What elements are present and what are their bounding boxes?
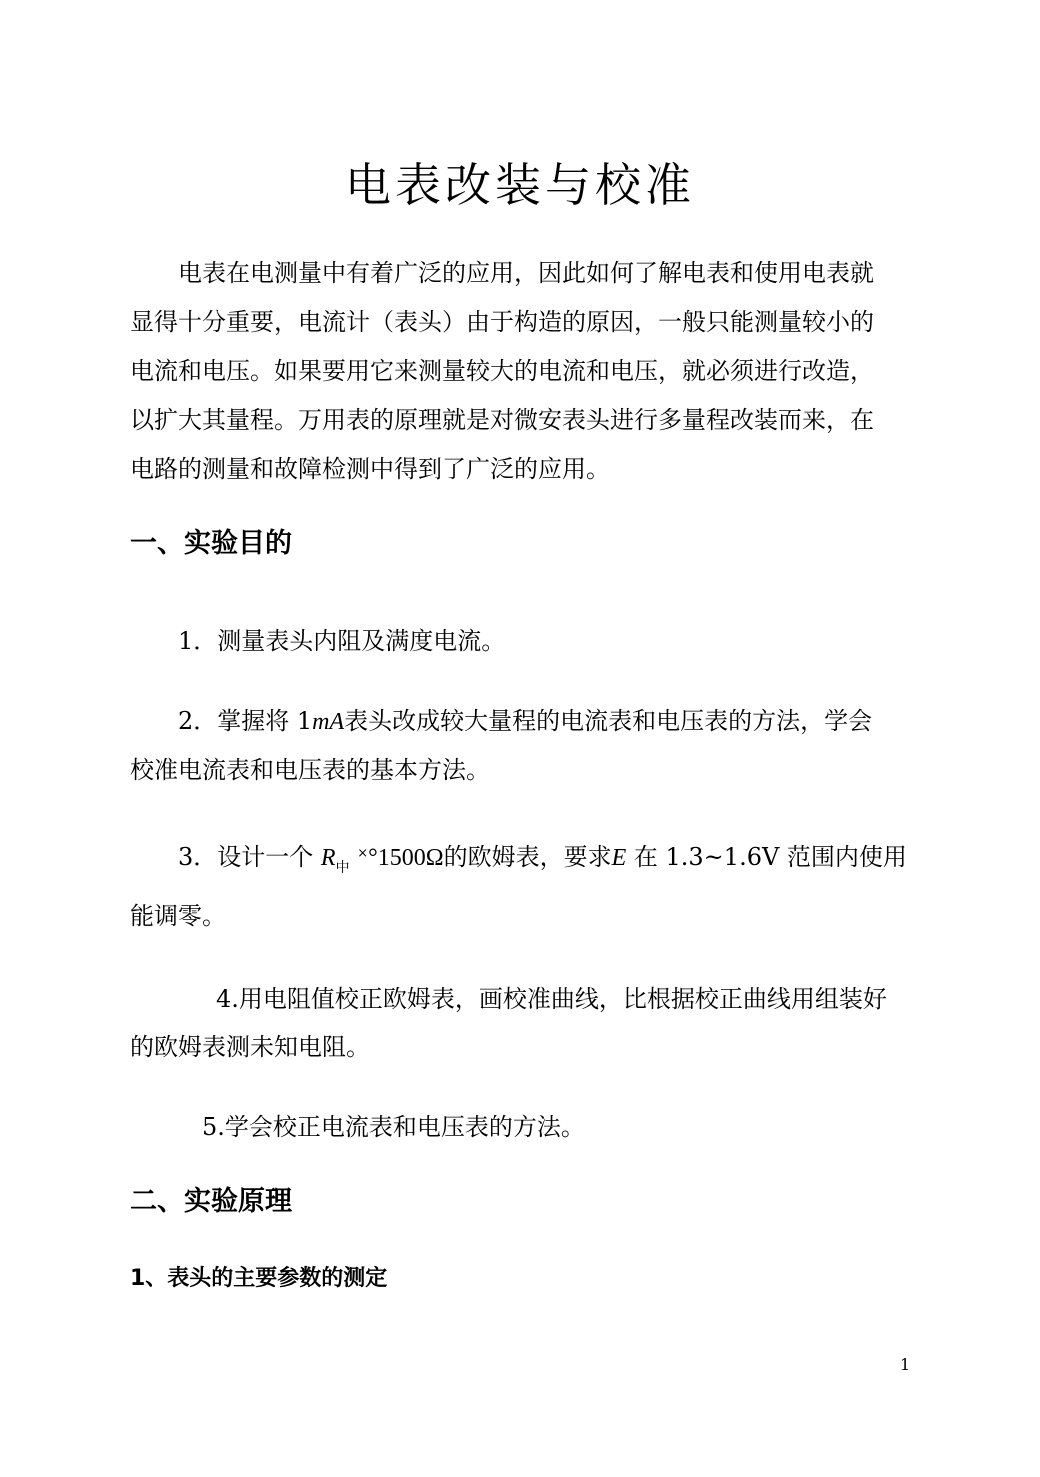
objective-item-2-prefix: 2．掌握将 1 <box>178 707 313 735</box>
resistance-value: °1500Ω <box>368 845 444 871</box>
section-heading-objectives: 一、实验目的 <box>130 528 292 559</box>
objective-item-4-line-1: 4.用电阻值校正欧姆表，画校准曲线，比根据校正曲线用组装好 <box>216 985 887 1013</box>
objective-item-3-prefix: 3．设计一个 <box>178 843 314 871</box>
document-title: 电表改装与校准 <box>345 158 695 212</box>
intro-line-1: 电表在电测量中有着广泛的应用，因此如何了解电表和使用电表就 <box>178 259 874 287</box>
page-number: 1 <box>900 1355 911 1374</box>
objective-item-3-mid: 的欧姆表，要求 <box>443 843 612 871</box>
symbol-approx: × <box>357 846 369 861</box>
symbol-e: E <box>611 845 627 871</box>
objective-item-3-suffix: 在 1.3~1.6V 范围内使用 <box>633 843 907 871</box>
objective-item-2-line-1 <box>178 704 872 739</box>
objective-item-5: 5.学会校正电流表和电压表的方法。 <box>202 1113 585 1141</box>
objective-item-4-line-2: 的欧姆表测未知电阻。 <box>130 1033 370 1061</box>
intro-line-3: 电流和电压。如果要用它来测量较大的电流和电压，就必须进行改造， <box>130 357 874 385</box>
objective-item-3-line-2: 能调零。 <box>130 902 226 930</box>
section-heading-principles: 二、实验原理 <box>130 1186 292 1217</box>
objective-item-2-line-2: 校准电流表和电压表的基本方法。 <box>130 756 490 784</box>
objective-item-2-suffix: 表头改成较大量程的电流表和电压表的方法，学会 <box>344 707 873 735</box>
intro-line-2: 显得十分重要，电流计（表头）由于构造的原因，一般只能测量较小的 <box>130 308 874 336</box>
unit-ma: mA <box>312 709 345 735</box>
subsection-heading-meter-parameters: 1、表头的主要参数的测定 <box>130 1266 388 1291</box>
objective-item-1: 1．测量表头内阻及满度电流。 <box>178 627 506 655</box>
intro-line-5: 电路的测量和故障检测中得到了广泛的应用。 <box>130 455 610 483</box>
symbol-r: R <box>320 845 336 871</box>
symbol-r-subscript: 中 <box>335 860 350 876</box>
objective-item-3-line-1 <box>178 840 907 879</box>
intro-line-4: 以扩大其量程。万用表的原理就是对微安表头进行多量程改装而来，在 <box>130 406 874 434</box>
